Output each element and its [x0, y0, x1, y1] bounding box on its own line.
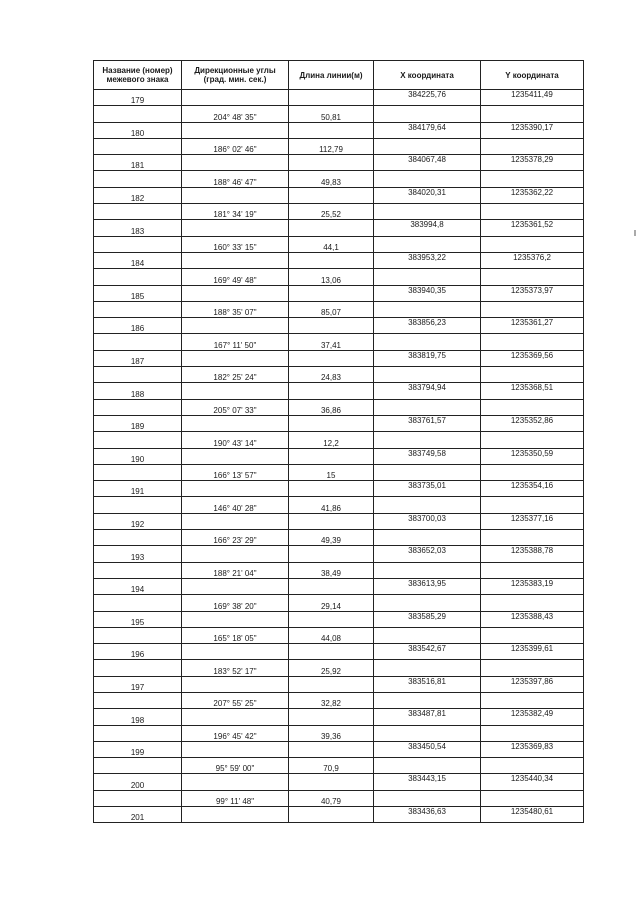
cell-angle [182, 350, 289, 366]
cell-x [374, 106, 481, 122]
cell-length [289, 252, 374, 268]
boundary-coordinates-table [93, 60, 584, 823]
table-row [94, 252, 584, 268]
cell-angle [182, 481, 289, 497]
cell-name: 187 [94, 350, 182, 366]
cell-y [481, 562, 584, 578]
cell-name: 197 [94, 676, 182, 692]
cell-length [289, 90, 374, 106]
cell-angle [182, 611, 289, 627]
table-row [94, 709, 584, 725]
cell-y: 1235361,27 [481, 318, 584, 334]
cell-x: 383794,94 [374, 383, 481, 399]
cell-length [289, 415, 374, 431]
cell-x [374, 725, 481, 741]
cell-y: 1235480,61 [481, 807, 584, 823]
scan-mark [634, 230, 636, 236]
cell-y [481, 627, 584, 643]
cell-x: 384179,64 [374, 122, 481, 138]
cell-length: 38,49 [289, 562, 374, 578]
cell-y [481, 334, 584, 350]
table-row [94, 692, 584, 708]
cell-x: 383856,23 [374, 318, 481, 334]
cell-x [374, 301, 481, 317]
cell-y [481, 236, 584, 252]
cell-angle [182, 546, 289, 562]
cell-length: 24,83 [289, 367, 374, 383]
table-row [94, 497, 584, 513]
cell-x: 383450,54 [374, 741, 481, 757]
cell-name [94, 301, 182, 317]
cell-x: 383542,67 [374, 644, 481, 660]
cell-angle: 167° 11' 50" [182, 334, 289, 350]
table-row [94, 448, 584, 464]
cell-angle [182, 741, 289, 757]
cell-length: 49,83 [289, 171, 374, 187]
cell-length: 12,2 [289, 432, 374, 448]
cell-name [94, 497, 182, 513]
cell-x [374, 627, 481, 643]
cell-length [289, 220, 374, 236]
cell-x: 383516,81 [374, 676, 481, 692]
table-row [94, 383, 584, 399]
table-row [94, 464, 584, 480]
cell-length [289, 807, 374, 823]
cell-y [481, 269, 584, 285]
cell-x [374, 204, 481, 220]
cell-name: 193 [94, 546, 182, 562]
cell-angle: 205° 07' 33" [182, 399, 289, 415]
table-row [94, 807, 584, 823]
cell-y [481, 790, 584, 806]
table-row [94, 334, 584, 350]
table-row [94, 513, 584, 529]
cell-angle [182, 807, 289, 823]
cell-x: 383953,22 [374, 252, 481, 268]
cell-name: 196 [94, 644, 182, 660]
cell-name [94, 204, 182, 220]
cell-angle: 188° 35' 07" [182, 301, 289, 317]
cell-angle [182, 578, 289, 594]
cell-angle [182, 676, 289, 692]
cell-name: 180 [94, 122, 182, 138]
cell-x: 383487,81 [374, 709, 481, 725]
cell-x: 383749,58 [374, 448, 481, 464]
cell-name: 199 [94, 741, 182, 757]
cell-x [374, 530, 481, 546]
cell-length: 39,36 [289, 725, 374, 741]
header-y: Y координата [481, 61, 584, 90]
cell-name: 184 [94, 252, 182, 268]
cell-name: 190 [94, 448, 182, 464]
cell-length [289, 774, 374, 790]
cell-length: 29,14 [289, 595, 374, 611]
cell-y [481, 138, 584, 154]
cell-y [481, 432, 584, 448]
cell-name: 179 [94, 90, 182, 106]
header-angle-line1: Дирекционные углы [194, 66, 276, 75]
cell-length: 36,86 [289, 399, 374, 415]
cell-name [94, 399, 182, 415]
cell-length: 25,92 [289, 660, 374, 676]
cell-length [289, 709, 374, 725]
cell-length: 15 [289, 464, 374, 480]
cell-length: 41,86 [289, 497, 374, 513]
cell-angle [182, 90, 289, 106]
cell-angle: 186° 02' 46" [182, 138, 289, 154]
cell-y [481, 204, 584, 220]
cell-angle: 196° 45' 42" [182, 725, 289, 741]
cell-length [289, 350, 374, 366]
cell-length [289, 481, 374, 497]
table-row [94, 90, 584, 106]
cell-x [374, 171, 481, 187]
cell-length: 70,9 [289, 758, 374, 774]
header-angle-line2: (град. мин. сек.) [203, 75, 267, 84]
cell-angle: 165° 18' 05" [182, 627, 289, 643]
cell-name [94, 106, 182, 122]
cell-name: 189 [94, 415, 182, 431]
cell-length [289, 546, 374, 562]
cell-name: 182 [94, 187, 182, 203]
table-row [94, 611, 584, 627]
cell-y: 1235388,78 [481, 546, 584, 562]
cell-length [289, 318, 374, 334]
cell-x: 383443,15 [374, 774, 481, 790]
cell-x: 383700,03 [374, 513, 481, 529]
cell-y: 1235362,22 [481, 187, 584, 203]
cell-length [289, 513, 374, 529]
cell-angle [182, 220, 289, 236]
cell-name [94, 269, 182, 285]
cell-length [289, 187, 374, 203]
cell-name [94, 758, 182, 774]
cell-y [481, 367, 584, 383]
cell-y: 1235390,17 [481, 122, 584, 138]
table-row [94, 627, 584, 643]
cell-x [374, 236, 481, 252]
cell-x [374, 758, 481, 774]
cell-angle [182, 644, 289, 660]
cell-name: 188 [94, 383, 182, 399]
table-row [94, 774, 584, 790]
table-row [94, 220, 584, 236]
cell-y [481, 171, 584, 187]
cell-name [94, 790, 182, 806]
cell-x [374, 692, 481, 708]
cell-x [374, 269, 481, 285]
header-angle [182, 61, 289, 90]
cell-name: 198 [94, 709, 182, 725]
cell-angle: 166° 13' 57" [182, 464, 289, 480]
table-row [94, 285, 584, 301]
cell-y: 1235397,86 [481, 676, 584, 692]
header-length: Длина линии(м) [289, 61, 374, 90]
cell-name [94, 530, 182, 546]
cell-name: 185 [94, 285, 182, 301]
cell-y: 1235377,16 [481, 513, 584, 529]
cell-y [481, 399, 584, 415]
table-row [94, 204, 584, 220]
cell-angle [182, 187, 289, 203]
cell-x: 383652,03 [374, 546, 481, 562]
cell-angle: 99° 11' 48" [182, 790, 289, 806]
cell-angle: 188° 46' 47" [182, 171, 289, 187]
table-row [94, 595, 584, 611]
cell-name [94, 334, 182, 350]
cell-angle: 207° 55' 25" [182, 692, 289, 708]
cell-angle: 160° 33' 15" [182, 236, 289, 252]
cell-name [94, 138, 182, 154]
table-row [94, 106, 584, 122]
cell-length: 44,1 [289, 236, 374, 252]
cell-y: 1235350,59 [481, 448, 584, 464]
cell-x [374, 138, 481, 154]
cell-angle: 169° 49' 48" [182, 269, 289, 285]
cell-x: 384225,76 [374, 90, 481, 106]
cell-name: 183 [94, 220, 182, 236]
cell-x [374, 562, 481, 578]
cell-length: 37,41 [289, 334, 374, 350]
table-body [94, 90, 584, 823]
table-row [94, 481, 584, 497]
table-row [94, 790, 584, 806]
cell-name: 194 [94, 578, 182, 594]
cell-x: 383436,63 [374, 807, 481, 823]
cell-y: 1235383,19 [481, 578, 584, 594]
cell-name [94, 562, 182, 578]
cell-x: 383735,01 [374, 481, 481, 497]
cell-length: 25,52 [289, 204, 374, 220]
table-row [94, 236, 584, 252]
cell-angle: 95° 59' 00" [182, 758, 289, 774]
cell-angle: 181° 34' 19" [182, 204, 289, 220]
cell-y [481, 595, 584, 611]
cell-x: 383994,8 [374, 220, 481, 236]
cell-length [289, 448, 374, 464]
cell-length: 50,81 [289, 106, 374, 122]
cell-name [94, 367, 182, 383]
header-name: Название (номер) межевого знака [94, 61, 182, 90]
cell-name: 195 [94, 611, 182, 627]
table-row [94, 562, 584, 578]
cell-x: 383940,35 [374, 285, 481, 301]
cell-length: 85,07 [289, 301, 374, 317]
cell-y: 1235378,29 [481, 155, 584, 171]
cell-name [94, 660, 182, 676]
cell-angle: 190° 43' 14" [182, 432, 289, 448]
cell-y [481, 758, 584, 774]
cell-y [481, 725, 584, 741]
cell-angle: 183° 52' 17" [182, 660, 289, 676]
cell-angle: 169° 38' 20" [182, 595, 289, 611]
cell-length [289, 383, 374, 399]
cell-name: 201 [94, 807, 182, 823]
header-x: X координата [374, 61, 481, 90]
cell-y: 1235382,49 [481, 709, 584, 725]
cell-length: 112,79 [289, 138, 374, 154]
cell-angle: 204° 48' 35" [182, 106, 289, 122]
cell-name [94, 464, 182, 480]
cell-y [481, 692, 584, 708]
table-row [94, 758, 584, 774]
cell-x [374, 497, 481, 513]
table-row [94, 432, 584, 448]
cell-x [374, 432, 481, 448]
table-row [94, 415, 584, 431]
cell-y [481, 464, 584, 480]
table-row [94, 741, 584, 757]
cell-y [481, 301, 584, 317]
cell-length [289, 122, 374, 138]
cell-angle: 182° 25' 24" [182, 367, 289, 383]
cell-name [94, 432, 182, 448]
table-row [94, 546, 584, 562]
cell-angle [182, 318, 289, 334]
table-row [94, 138, 584, 154]
cell-name [94, 171, 182, 187]
cell-length: 44,08 [289, 627, 374, 643]
table-row [94, 660, 584, 676]
cell-y: 1235411,49 [481, 90, 584, 106]
cell-x [374, 595, 481, 611]
table-row [94, 187, 584, 203]
cell-name: 186 [94, 318, 182, 334]
cell-y: 1235373,97 [481, 285, 584, 301]
table-row [94, 155, 584, 171]
cell-y: 1235352,86 [481, 415, 584, 431]
cell-angle [182, 383, 289, 399]
cell-x [374, 464, 481, 480]
cell-y: 1235369,56 [481, 350, 584, 366]
cell-name [94, 725, 182, 741]
table-row [94, 301, 584, 317]
cell-length [289, 644, 374, 660]
cell-angle: 146° 40' 28" [182, 497, 289, 513]
cell-angle [182, 774, 289, 790]
table-row [94, 399, 584, 415]
cell-y: 1235399,61 [481, 644, 584, 660]
cell-x: 383761,57 [374, 415, 481, 431]
cell-x [374, 334, 481, 350]
cell-x: 383585,29 [374, 611, 481, 627]
cell-angle: 188° 21' 04" [182, 562, 289, 578]
cell-x: 384020,31 [374, 187, 481, 203]
cell-y [481, 497, 584, 513]
cell-y: 1235369,83 [481, 741, 584, 757]
cell-length: 49,39 [289, 530, 374, 546]
table-row [94, 269, 584, 285]
cell-length [289, 741, 374, 757]
cell-length: 40,79 [289, 790, 374, 806]
cell-y [481, 106, 584, 122]
cell-angle [182, 448, 289, 464]
cell-name [94, 595, 182, 611]
cell-angle [182, 709, 289, 725]
cell-y: 1235368,51 [481, 383, 584, 399]
cell-length: 32,82 [289, 692, 374, 708]
cell-angle [182, 415, 289, 431]
cell-x [374, 367, 481, 383]
cell-y: 1235440,34 [481, 774, 584, 790]
cell-name: 181 [94, 155, 182, 171]
cell-length [289, 611, 374, 627]
table-row [94, 676, 584, 692]
cell-x [374, 399, 481, 415]
cell-y [481, 530, 584, 546]
table-row [94, 367, 584, 383]
cell-angle [182, 155, 289, 171]
cell-y [481, 660, 584, 676]
cell-name: 191 [94, 481, 182, 497]
cell-y: 1235376,2 [481, 252, 584, 268]
cell-name [94, 692, 182, 708]
cell-x [374, 660, 481, 676]
table-row [94, 171, 584, 187]
table-row [94, 350, 584, 366]
cell-name [94, 236, 182, 252]
table-row [94, 578, 584, 594]
cell-y: 1235354,16 [481, 481, 584, 497]
table-header-row [94, 61, 584, 90]
table-row [94, 318, 584, 334]
cell-x: 384067,48 [374, 155, 481, 171]
table-row [94, 644, 584, 660]
cell-name: 200 [94, 774, 182, 790]
cell-angle: 166° 23' 29" [182, 530, 289, 546]
table-row [94, 122, 584, 138]
cell-x [374, 790, 481, 806]
table-row [94, 530, 584, 546]
cell-angle [182, 252, 289, 268]
cell-angle [182, 513, 289, 529]
cell-name: 192 [94, 513, 182, 529]
cell-x: 383613,95 [374, 578, 481, 594]
cell-length [289, 285, 374, 301]
cell-length [289, 155, 374, 171]
cell-angle [182, 122, 289, 138]
cell-x: 383819,75 [374, 350, 481, 366]
cell-y: 1235388,43 [481, 611, 584, 627]
cell-length: 13,06 [289, 269, 374, 285]
cell-length [289, 578, 374, 594]
cell-length [289, 676, 374, 692]
table-row [94, 725, 584, 741]
cell-angle [182, 285, 289, 301]
cell-y: 1235361,52 [481, 220, 584, 236]
cell-name [94, 627, 182, 643]
